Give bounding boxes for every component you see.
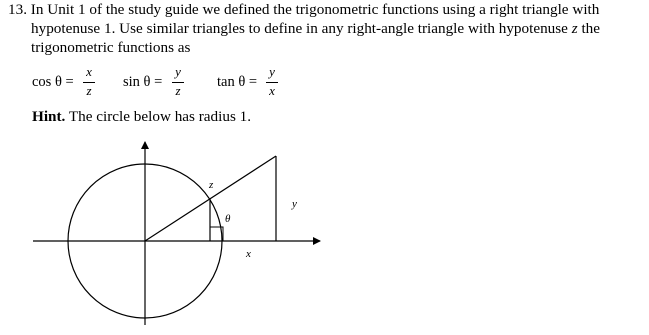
cos-numerator: x xyxy=(86,64,92,79)
hint-label: Hint. xyxy=(32,108,66,125)
hypotenuse-variable: z xyxy=(571,20,578,37)
hint xyxy=(32,108,251,126)
theta-label: θ xyxy=(225,213,231,225)
hint-text: The circle below has radius 1. xyxy=(65,108,252,125)
problem-line-2 xyxy=(8,19,644,38)
z-label: z xyxy=(209,179,214,191)
sin-numerator: y xyxy=(175,64,181,79)
y-label: y xyxy=(292,198,297,210)
sin-denominator: z xyxy=(175,83,181,98)
problem-line-3: trigonometric functions as xyxy=(31,39,191,56)
tan-label: tan θ = xyxy=(217,74,258,90)
tan-numerator: y xyxy=(269,64,275,79)
problem-line-2-text: hypotenuse 1. Use similar triangles to define in any right-angle triangle with hypotenuse xyxy=(31,20,572,37)
cos-label: cos θ = xyxy=(32,74,74,90)
problem-line-2-end: the xyxy=(577,20,600,37)
problem-statement xyxy=(8,0,644,57)
sin-label: sin θ = xyxy=(123,74,163,90)
x-label: x xyxy=(246,248,251,260)
cos-denominator: z xyxy=(86,83,92,98)
formula-row xyxy=(32,64,352,104)
unit-circle-diagram xyxy=(0,130,649,335)
tan-denominator: x xyxy=(269,83,275,98)
problem-line-1: 13. In Unit 1 of the study guide we defined the trigonometric functions using a right triangle with xyxy=(8,1,600,18)
